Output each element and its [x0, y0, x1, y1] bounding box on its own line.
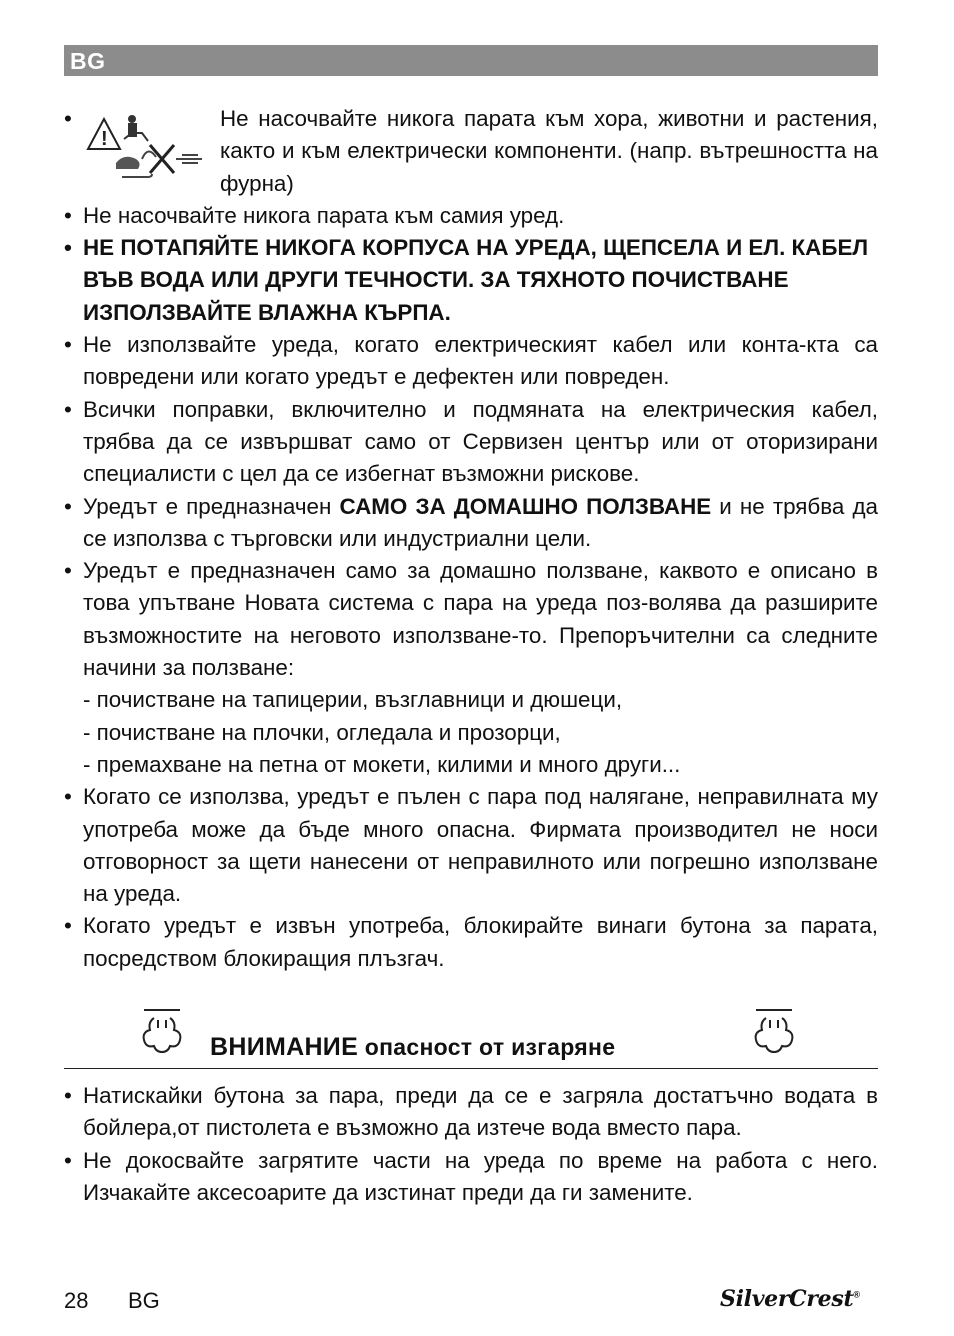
- footer-language: BG: [128, 1288, 160, 1313]
- list-item: • ! Не насочвайте никога парата към хора, животни и растения, както и към електрически компоненти. (напр. вътрешността на фурна): [64, 106, 878, 196]
- list-item: • Когато уредът е извън употреба, блокирайте винаги бутона за парата, посредством блокиращия плъзгач.: [64, 913, 878, 971]
- list-item: • Всички поправки, включително и подмяната на електрическия кабел, трябва да се извършват само от Сервизен център или от оторизирани специалисти с цел да се избегнат възможни рискове.: [64, 396, 878, 487]
- list-item: • Натискайки бутона за пара, преди да се е загряла достатъчно водата в бойлера,от пистолета е възможно да изтече вода вместо пара.: [64, 1083, 878, 1141]
- list-item: • Когато се използва, уредът е пълен с пара под налягане, неправилната му употреба може да бъде много опасна. Фирмата производител не носи отговорност за щети нанесени от неправилното или погрешно използване на уреда.: [64, 784, 878, 907]
- brand-logo: SilverCrest®: [720, 1286, 860, 1312]
- sub-list-item: - премахване на петна от мокети, килими и много други...: [83, 751, 681, 777]
- list-item: • Не докосвайте загрятите части на уреда по време на работа с него. Изчакайте аксесоарите да изстинат преди да ги замените.: [64, 1147, 878, 1205]
- header-language-code: BG: [70, 48, 106, 74]
- language-header-bar: [64, 45, 878, 76]
- list-item: • НЕ ПОТАПЯЙТЕ НИКОГА КОРПУСА НА УРЕДА, ЩЕПСЕЛА И ЕЛ. КАБЕЛ ВЪВ ВОДА ИЛИ ДРУГИ ТЕЧНОСТИ. ЗА ТЯХНОТО ПОЧИСТВАНЕ ИЗПОЛЗВАЙТЕ ВЛАЖНА КЪРПА.: [64, 235, 869, 325]
- emphasis-text: САМО ЗА ДОМАШНО ПОЛЗВАНЕ: [339, 493, 712, 519]
- list-item: • Уредът е предназначен САМО ЗА ДОМАШНО ПОЛЗВАНЕ и не трябва да се използва с търговски или индустриални цели.: [64, 493, 878, 551]
- list-item: • Не насочвайте никога парата към самия уред.: [64, 202, 565, 228]
- warning-steam-icon: [84, 111, 206, 181]
- svg-text:!: !: [101, 128, 108, 150]
- page-number: 28: [64, 1288, 89, 1313]
- list-item: • Не използвайте уреда, когато електрическият кабел или конта-кта са повредени или когато уредът е дефектен или повреден.: [64, 332, 878, 390]
- caution-instructions: [64, 1080, 878, 1209]
- caution-heading: [64, 1000, 878, 1069]
- caution-title: ВНИМАНИЕ опасност от изгаряне: [210, 1033, 616, 1061]
- sub-list-item: - почистване на тапицерии, възглавници и дюшеци,: [83, 687, 623, 713]
- safety-instructions: [64, 103, 878, 975]
- sub-list-item: - почистване на плочки, огледала и прозорци,: [83, 719, 561, 745]
- steam-hot-icon: [752, 1006, 796, 1062]
- steam-hot-icon: [140, 1006, 184, 1062]
- list-item: • Уредът е предназначен само за домашно ползване, каквото е описано в това упътване Новата система с пара на уреда поз-волява да разширите възможностите на неговото използване-то. Препоръчителни са следните начини за ползване:: [64, 558, 878, 681]
